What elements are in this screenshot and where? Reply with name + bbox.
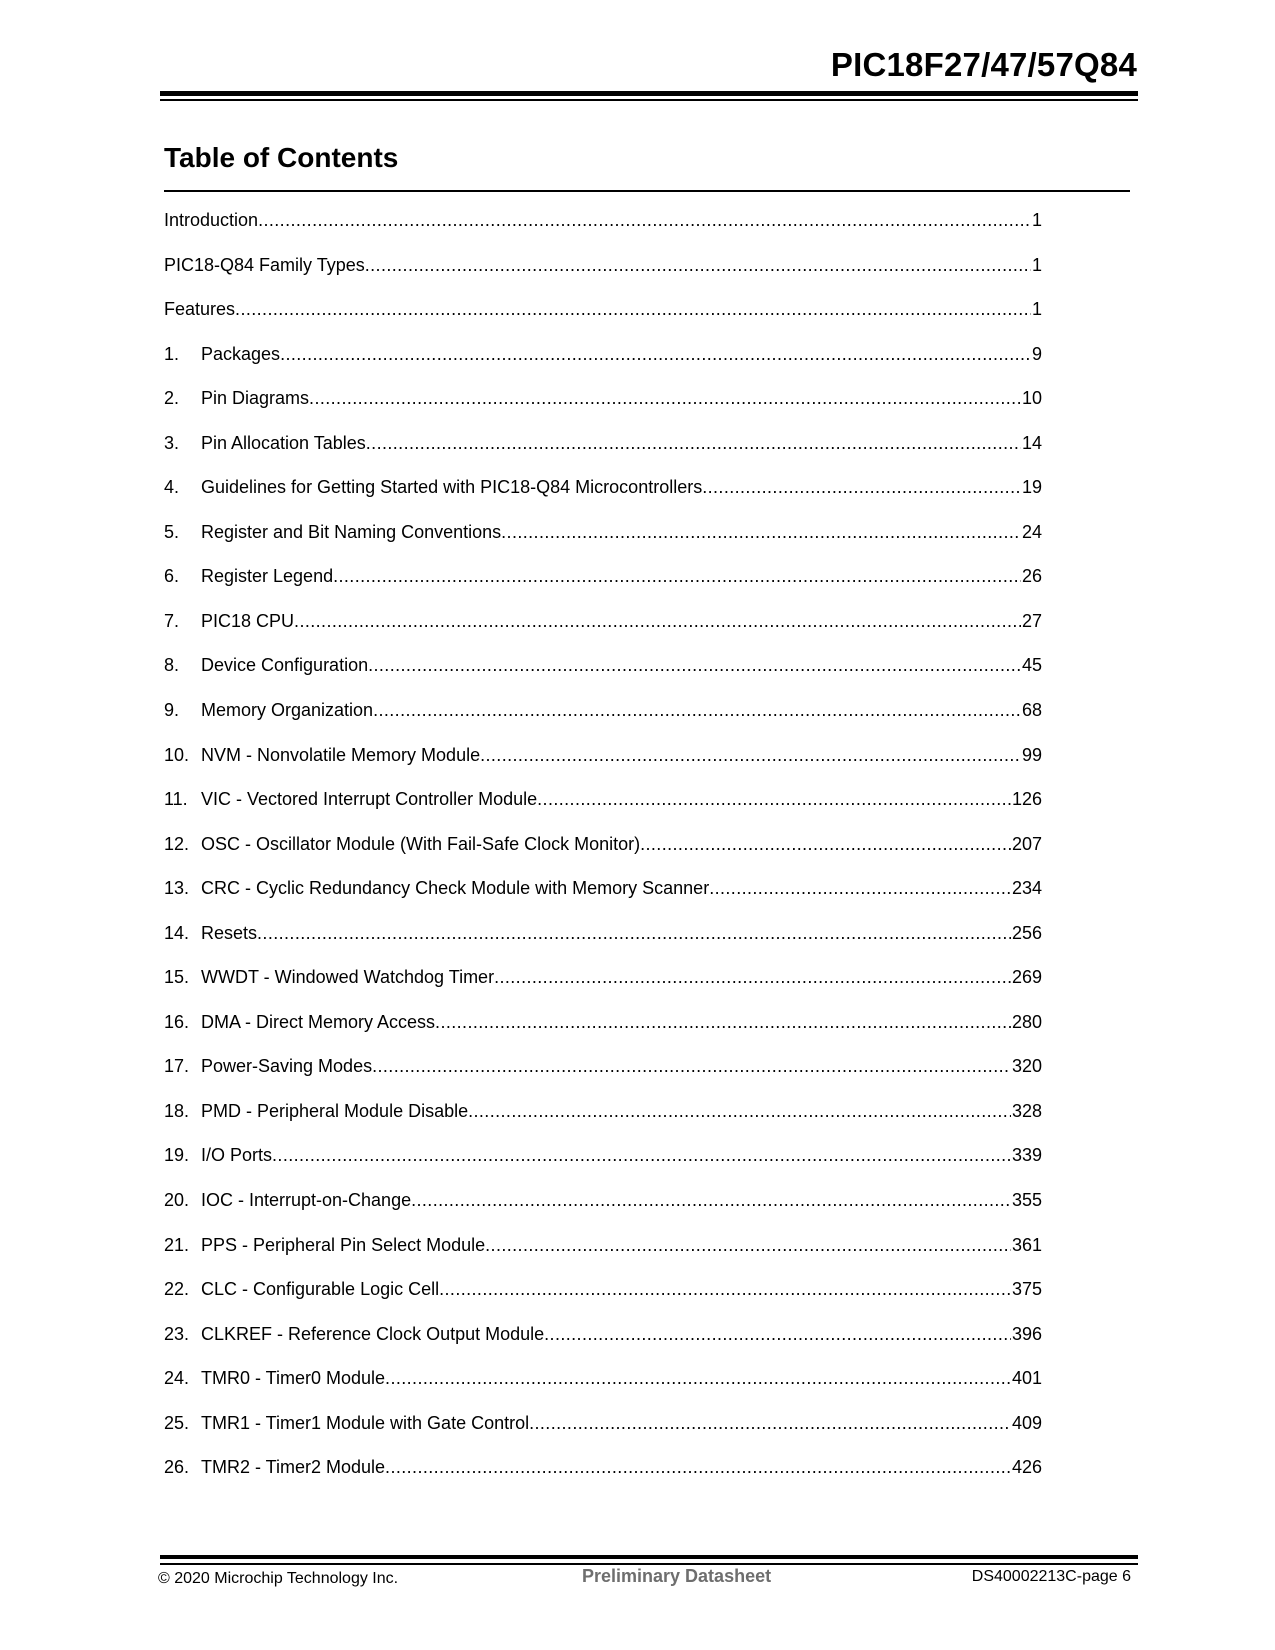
toc-entry[interactable]: [164, 299, 1042, 344]
toc-entry-title[interactable]: VIC - Vectored Interrupt Controller Module: [201, 789, 538, 810]
toc-entry-number: 19.: [164, 1145, 190, 1166]
toc-entry-title[interactable]: OSC - Oscillator Module (With Fail-Safe Clock Monitor): [201, 833, 641, 854]
toc-entry-title[interactable]: TMR0 - Timer0 Module: [201, 1368, 386, 1389]
toc-entry-title[interactable]: NVM - Nonvolatile Memory Module: [201, 744, 481, 765]
toc-entry-title[interactable]: PMD - Peripheral Module Disable: [201, 1100, 469, 1121]
footer-rule-thick: [160, 1555, 1138, 1559]
toc-entry[interactable]: [164, 1324, 1042, 1369]
toc-entry-title[interactable]: Guidelines for Getting Started with PIC18-Q84 Microcontrollers: [201, 477, 703, 498]
toc-entry-page[interactable]: 126: [1011, 789, 1042, 810]
toc-entry-page[interactable]: 339: [1011, 1145, 1042, 1166]
toc-entry-title[interactable]: Power-Saving Modes: [201, 1056, 373, 1077]
toc-dot-leader: [411, 1190, 1011, 1211]
toc-entry[interactable]: [164, 1235, 1042, 1280]
toc-entry-page[interactable]: 401: [1011, 1368, 1042, 1389]
toc-entry-title[interactable]: IOC - Interrupt-on-Change: [201, 1190, 412, 1211]
toc-entry[interactable]: [164, 1056, 1042, 1101]
toc-entry-page[interactable]: 1: [1031, 254, 1042, 275]
toc-entry-number: 16.: [164, 1011, 190, 1032]
toc-dot-leader: [480, 745, 1021, 766]
toc-entry-title[interactable]: Pin Diagrams: [201, 388, 310, 409]
footer-rule-thin: [160, 1563, 1138, 1565]
toc-dot-leader: [280, 344, 1031, 365]
toc-entry-number: 25.: [164, 1412, 190, 1433]
toc-entry[interactable]: [164, 789, 1042, 834]
toc-entry-number: 10.: [164, 744, 190, 765]
toc-dot-leader: [372, 1056, 1011, 1077]
toc-dot-leader: [368, 655, 1021, 676]
toc-entry-page[interactable]: 355: [1011, 1190, 1042, 1211]
toc-entry-page[interactable]: 14: [1021, 432, 1042, 453]
toc-entry[interactable]: [164, 255, 1042, 300]
toc-heading-rule: [164, 190, 1130, 192]
toc-entry-number: 20.: [164, 1190, 190, 1211]
toc-dot-leader: [333, 566, 1021, 587]
toc-dot-leader: [435, 1012, 1011, 1033]
toc-entry-number: 18.: [164, 1100, 190, 1121]
toc-entry[interactable]: [164, 477, 1042, 522]
toc-entry[interactable]: [164, 1413, 1042, 1458]
toc-entry-number: 21.: [164, 1234, 190, 1255]
toc-entry[interactable]: [164, 967, 1042, 1012]
footer-status: Preliminary Datasheet: [582, 1566, 772, 1586]
toc-dot-leader: [366, 433, 1021, 454]
header-rule-thin: [160, 99, 1138, 101]
toc-entry[interactable]: [164, 522, 1042, 567]
toc-entry[interactable]: [164, 1012, 1042, 1057]
toc-entry-title[interactable]: TMR1 - Timer1 Module with Gate Control: [201, 1412, 530, 1433]
toc-entry-page[interactable]: 396: [1011, 1323, 1042, 1344]
toc-dot-leader: [294, 611, 1021, 632]
toc-entry[interactable]: [164, 210, 1042, 255]
toc-entry[interactable]: [164, 700, 1042, 745]
footer-copyright: © 2020 Microchip Technology Inc.: [158, 1570, 399, 1587]
toc-entry[interactable]: [164, 878, 1042, 923]
toc-entry-number: 7.: [164, 610, 180, 631]
toc-entry-page[interactable]: 426: [1011, 1457, 1042, 1478]
toc-entry[interactable]: [164, 923, 1042, 968]
toc-entry-number: 14.: [164, 922, 190, 943]
toc-dot-leader: [373, 700, 1021, 721]
toc-entry-page[interactable]: 328: [1011, 1100, 1042, 1121]
toc-dot-leader: [385, 1368, 1011, 1389]
toc-entry-number: 5.: [164, 521, 180, 542]
toc-entry-number: 2.: [164, 388, 180, 409]
toc-entry-title[interactable]: PPS - Peripheral Pin Select Module: [201, 1234, 486, 1255]
toc-entry-page[interactable]: 234: [1011, 878, 1042, 899]
toc-entry-title[interactable]: TMR2 - Timer2 Module: [201, 1457, 386, 1478]
toc-dot-leader: [494, 967, 1011, 988]
toc-entry-number: 13.: [164, 878, 190, 899]
toc-entry-number: 26.: [164, 1457, 190, 1478]
toc-dot-leader: [272, 1145, 1011, 1166]
header-rule-thick: [160, 91, 1138, 96]
toc-dot-leader: [640, 834, 1011, 855]
toc-entry[interactable]: [164, 1190, 1042, 1235]
toc-entry-title[interactable]: Memory Organization: [201, 700, 374, 721]
toc-entry-page[interactable]: 320: [1011, 1056, 1042, 1077]
toc-entry-title[interactable]: I/O Ports: [201, 1145, 273, 1166]
toc-entry-page[interactable]: 1: [1031, 299, 1042, 320]
toc-entry-page[interactable]: 269: [1011, 967, 1042, 988]
toc-entry-title[interactable]: Resets: [201, 922, 258, 943]
toc-entry-page[interactable]: 361: [1011, 1234, 1042, 1255]
toc-entry[interactable]: [164, 1457, 1042, 1502]
toc-dot-leader: [258, 210, 1031, 231]
document-title: PIC18F27/47/57Q84: [830, 46, 1137, 83]
toc-entry[interactable]: [164, 433, 1042, 478]
toc-entry-title[interactable]: Features: [164, 299, 236, 320]
toc-entry-page[interactable]: 256: [1011, 922, 1042, 943]
toc-entry-page[interactable]: 10: [1021, 388, 1042, 409]
toc-entry-title[interactable]: PIC18-Q84 Family Types: [164, 254, 365, 275]
toc-entry-page[interactable]: 68: [1021, 700, 1042, 721]
toc-entry-number: 3.: [164, 432, 180, 453]
toc-entry-title[interactable]: Introduction: [164, 210, 259, 230]
toc-entry-page[interactable]: 409: [1011, 1412, 1042, 1433]
toc-entry[interactable]: [164, 1145, 1042, 1190]
toc-entry-page[interactable]: 45: [1021, 655, 1042, 676]
footer-doc-id: DS40002213C-page 6: [971, 1568, 1131, 1585]
toc-entry[interactable]: [164, 344, 1042, 389]
toc-dot-leader: [529, 1413, 1011, 1434]
toc-entry-number: 22.: [164, 1279, 190, 1300]
toc-entry[interactable]: [164, 745, 1042, 790]
toc-dot-leader: [702, 477, 1021, 498]
toc-entry-number: 12.: [164, 833, 190, 854]
toc-entry-title[interactable]: CLC - Configurable Logic Cell: [201, 1279, 440, 1300]
toc-entry-title[interactable]: DMA - Direct Memory Access: [201, 1011, 436, 1032]
toc-entry-title[interactable]: CRC - Cyclic Redundancy Check Module with Memory Scanner: [201, 878, 710, 899]
toc-entry-number: 6.: [164, 566, 180, 587]
toc-heading: Table of Contents: [164, 142, 399, 173]
toc-entry-number: 1.: [164, 343, 180, 364]
toc-entry[interactable]: [164, 1101, 1042, 1146]
toc-dot-leader: [309, 388, 1021, 409]
toc-entry[interactable]: [164, 611, 1042, 656]
toc-dot-leader: [257, 923, 1011, 944]
toc-entry-title[interactable]: CLKREF - Reference Clock Output Module: [201, 1323, 545, 1344]
toc-dot-leader: [537, 789, 1011, 810]
toc-entry-number: 9.: [164, 700, 180, 721]
toc-entry-number: 23.: [164, 1323, 190, 1344]
toc-entry-page[interactable]: 26: [1021, 566, 1042, 587]
toc-entry-number: 11.: [164, 789, 188, 810]
toc-dot-leader: [385, 1457, 1011, 1478]
toc-dot-leader: [501, 522, 1021, 543]
toc-entry-page[interactable]: 1: [1031, 210, 1042, 230]
toc-entry-title[interactable]: Packages: [201, 343, 281, 364]
toc-entry-title[interactable]: Device Configuration: [201, 655, 369, 676]
toc-entry-number: 15.: [164, 967, 190, 988]
toc-dot-leader: [365, 255, 1031, 276]
toc-entry-number: 4.: [164, 477, 180, 498]
toc-dot-leader: [485, 1235, 1011, 1256]
toc-entry-page[interactable]: 27: [1021, 610, 1042, 631]
toc-entry-page[interactable]: 375: [1011, 1279, 1042, 1300]
toc-entry[interactable]: [164, 388, 1042, 433]
toc-entry-page[interactable]: 99: [1021, 744, 1042, 765]
toc-entry-title[interactable]: Register and Bit Naming Conventions: [201, 521, 502, 542]
toc-dot-leader: [544, 1324, 1011, 1345]
toc-entry-title[interactable]: WWDT - Windowed Watchdog Timer: [201, 967, 495, 988]
toc-dot-leader: [468, 1101, 1011, 1122]
toc-entry-page[interactable]: 207: [1011, 833, 1042, 854]
toc-list: [164, 210, 1042, 1502]
toc-entry-number: 24.: [164, 1368, 190, 1389]
toc-entry[interactable]: [164, 655, 1042, 700]
toc-entry-title[interactable]: Pin Allocation Tables: [201, 432, 366, 453]
toc-entry-title[interactable]: PIC18 CPU: [201, 610, 295, 631]
toc-entry-page[interactable]: 19: [1021, 477, 1042, 498]
toc-entry-page[interactable]: 280: [1011, 1011, 1042, 1032]
toc-entry-title[interactable]: Register Legend: [201, 566, 334, 587]
toc-dot-leader: [709, 878, 1011, 899]
toc-entry-number: 8.: [164, 655, 180, 676]
toc-dot-leader: [235, 299, 1031, 320]
toc-entry[interactable]: [164, 834, 1042, 879]
toc-entry[interactable]: [164, 566, 1042, 611]
toc-entry[interactable]: [164, 1279, 1042, 1324]
toc-entry-page[interactable]: 24: [1021, 521, 1042, 542]
toc-entry-number: 17.: [164, 1056, 190, 1077]
toc-entry-page[interactable]: 9: [1031, 343, 1042, 364]
toc-entry[interactable]: [164, 1368, 1042, 1413]
toc-dot-leader: [439, 1279, 1011, 1300]
